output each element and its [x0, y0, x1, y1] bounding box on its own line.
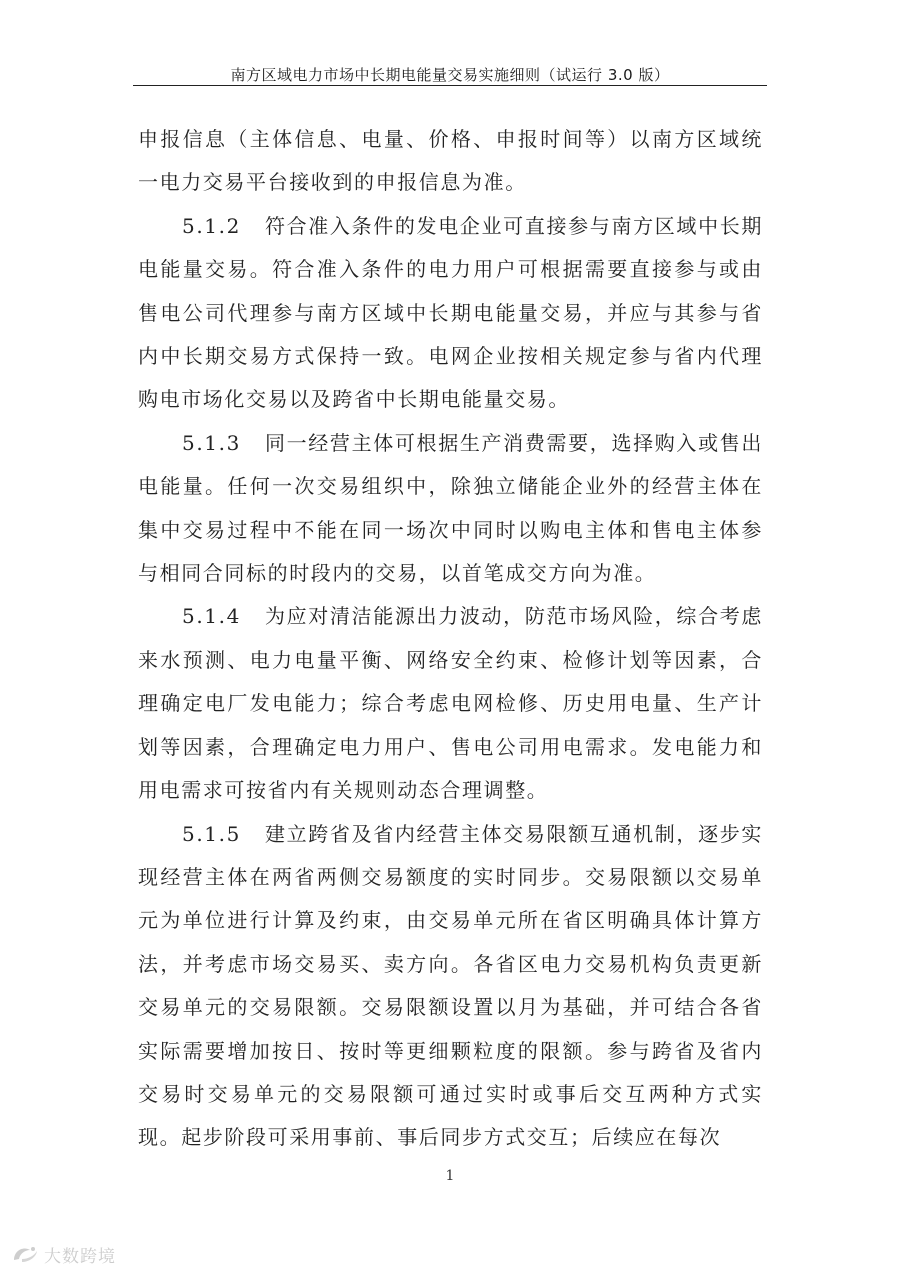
section-number: 5.1.4 — [182, 604, 241, 629]
paragraph-text: 申报信息（主体信息、电量、价格、申报时间等）以南方区域统一电力交易平台接收到的申报信息为准。 — [138, 127, 763, 195]
paragraph-text: 建立跨省及省内经营主体交易限额互通机制，逐步实现经营主体在两省两侧交易额度的实时同步。交易限额以交易单元为单位进行计算及约束，由交易单元所在省区明确具体计算方法，并考虑市场交易买、卖方向。各省区电力交易机构负责更新交易单元的交易限额。交易限额设置以月为基础，并可结合各省实际需要增加按日、按时等更细颗粒度的限额。参与跨省及省内交易时交易单元的交易限额可通过实时或事后交互两种方式实现。起步阶段可采用事前、事后同步方式交互；后续应在每次 — [138, 821, 763, 1150]
document-body — [138, 118, 763, 1160]
paragraph-5-1-3 — [138, 422, 763, 596]
running-header: 南方区域电力市场中长期电能量交易实施细则（试运行 3.0 版） — [230, 66, 670, 84]
header-divider — [133, 85, 767, 86]
section-number: 5.1.2 — [182, 213, 241, 238]
paragraph-5-1-4 — [138, 595, 763, 812]
paragraph-text: 为应对清洁能源出力波动，防范市场风险，综合考虑来水预测、电力电量平衡、网络安全约束、检修计划等因素，合理确定电厂发电能力；综合考虑电网检修、历史用电量、生产计划等因素，合理确定电力用户、售电公司用电需求。发电能力和用电需求可按省内有关规则动态合理调整。 — [138, 604, 763, 803]
paragraph-continued — [138, 118, 763, 205]
watermark — [10, 1242, 116, 1267]
paragraph-5-1-5 — [138, 813, 763, 1160]
paragraph-text: 符合准入条件的发电企业可直接参与南方区域中长期电能量交易。符合准入条件的电力用户可根据需要直接参与或由售电公司代理参与南方区域中长期电能量交易，并应与其参与省内中长期交易方式保持一致。电网企业按相关规定参与省内代理购电市场化交易以及跨省中长期电能量交易。 — [138, 213, 763, 412]
section-number: 5.1.3 — [182, 430, 241, 455]
brand-logo-icon — [10, 1244, 40, 1266]
watermark-text: 大数跨境 — [44, 1247, 116, 1267]
paragraph-5-1-2 — [138, 205, 763, 422]
section-number: 5.1.5 — [182, 821, 241, 846]
paragraph-text: 同一经营主体可根据生产消费需要，选择购入或售出电能量。任何一次交易组织中，除独立储能企业外的经营主体在集中交易过程中不能在同一场次中同时以购电主体和售电主体参与相同合同标的时段内的交易，以首笔成交方向为准。 — [138, 430, 763, 586]
page-number: 1 — [445, 1168, 455, 1184]
